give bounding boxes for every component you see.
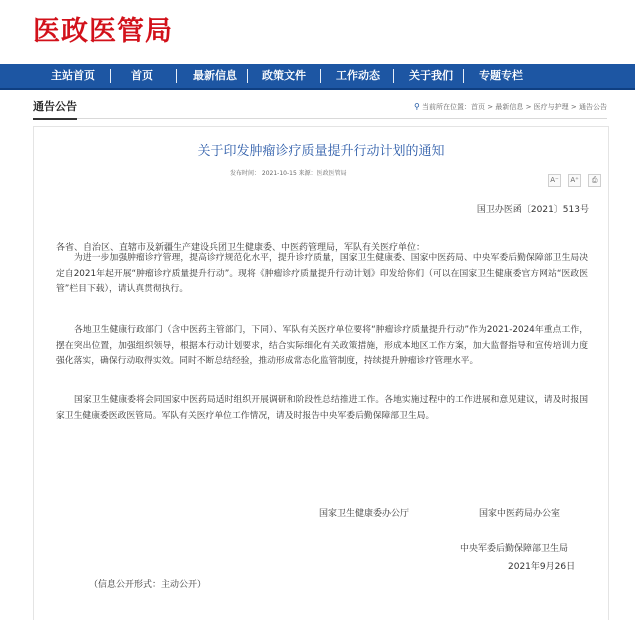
disclosure-note: （信息公开形式：主动公开） [89, 580, 207, 590]
location-pin-icon: ⚲ [413, 102, 420, 111]
font-decrease-button[interactable]: A⁻ [548, 174, 561, 187]
nav-item-about-us[interactable]: 关于我们 [409, 69, 453, 82]
nav-item-special-topics[interactable]: 专题专栏 [479, 69, 523, 82]
nav-item-home[interactable]: 首页 [131, 69, 153, 82]
nav-separator [393, 69, 394, 83]
article-tools [546, 167, 601, 187]
nav-separator [176, 69, 177, 83]
body-paragraph-2: 各地卫生健康行政部门（含中医药主管部门，下同）、军队有关医疗单位要将“肿瘤诊疗质量提升行动”作为2021-2024年重点工作，摆在突出位置，加强组织领导，根据本行动计划要求，结合实际细化有关政策措施，形成本地区工作方案，加大监督指导和宣传培训力度强化落实，确保行动取得实效。同时不断总结经验，推动形成常态化监管制度，持续提升肿瘤诊疗管理水平。 [56, 325, 588, 366]
font-increase-button[interactable]: A⁺ [568, 174, 581, 187]
breadcrumb [414, 102, 607, 112]
main-nav [0, 64, 635, 90]
signer-military-health-bureau: 中央军委后勤保障部卫生局 [460, 544, 569, 554]
print-button[interactable]: ⎙ [588, 174, 601, 187]
article-meta: 发布时间： 2021-10-15 来源：医政医管局 [230, 170, 347, 177]
body-paragraph-1: 为进一步加强肿瘤诊疗管理，提高诊疗规范化水平，提升诊疗质量，国家卫生健康委、国家中医药局、中央军委后勤保障部卫生局决定自2021年起开展“肿瘤诊疗质量提升行动”。现将《肿瘤诊疗质量提升行动计划》印发给你们（可以在国家卫生健康委官方网站“医政医管”栏目下载），请认真贯彻执行。 [56, 253, 588, 294]
article-panel [33, 126, 609, 620]
document-number: 国卫办医函〔2021〕513号 [476, 205, 589, 215]
nav-separator [463, 69, 464, 83]
site-title: 医政医管局 [33, 16, 173, 47]
nav-item-main-site-home[interactable]: 主站首页 [51, 69, 95, 82]
nav-item-work-updates[interactable]: 工作动态 [336, 69, 380, 82]
nav-separator [247, 69, 248, 83]
body-paragraph-3: 国家卫生健康委将会同国家中医药局适时组织开展调研和阶段性总结推进工作。各地实施过程中的工作进展和意见建议，请及时报国家卫生健康委医政医管局。军队有关医疗单位工作情况，请及时报告中央军委后勤保障部卫生局。 [56, 395, 588, 421]
nav-item-policy-documents[interactable]: 政策文件 [262, 69, 306, 82]
nav-item-latest-info[interactable]: 最新信息 [193, 69, 237, 82]
article-title: 关于印发肿瘤诊疗质量提升行动计划的通知 [197, 144, 445, 159]
signer-nhc-office: 国家卫生健康委办公厅 [319, 509, 410, 519]
signing-date: 2021年9月26日 [508, 562, 576, 572]
signer-tcm-office: 国家中医药局办公室 [479, 509, 561, 519]
recipients-line: 各省、自治区、直辖市及新疆生产建设兵团卫生健康委、中医药管理局，军队有关医疗单位： [56, 243, 426, 253]
nav-separator [110, 69, 111, 83]
section-title: 通告公告 [33, 98, 77, 120]
nav-separator [320, 69, 321, 83]
breadcrumb-text[interactable]: 当前所在位置：首页 > 最新信息 > 医疗与护理 > 通告公告 [422, 103, 607, 111]
section-header [33, 98, 607, 119]
